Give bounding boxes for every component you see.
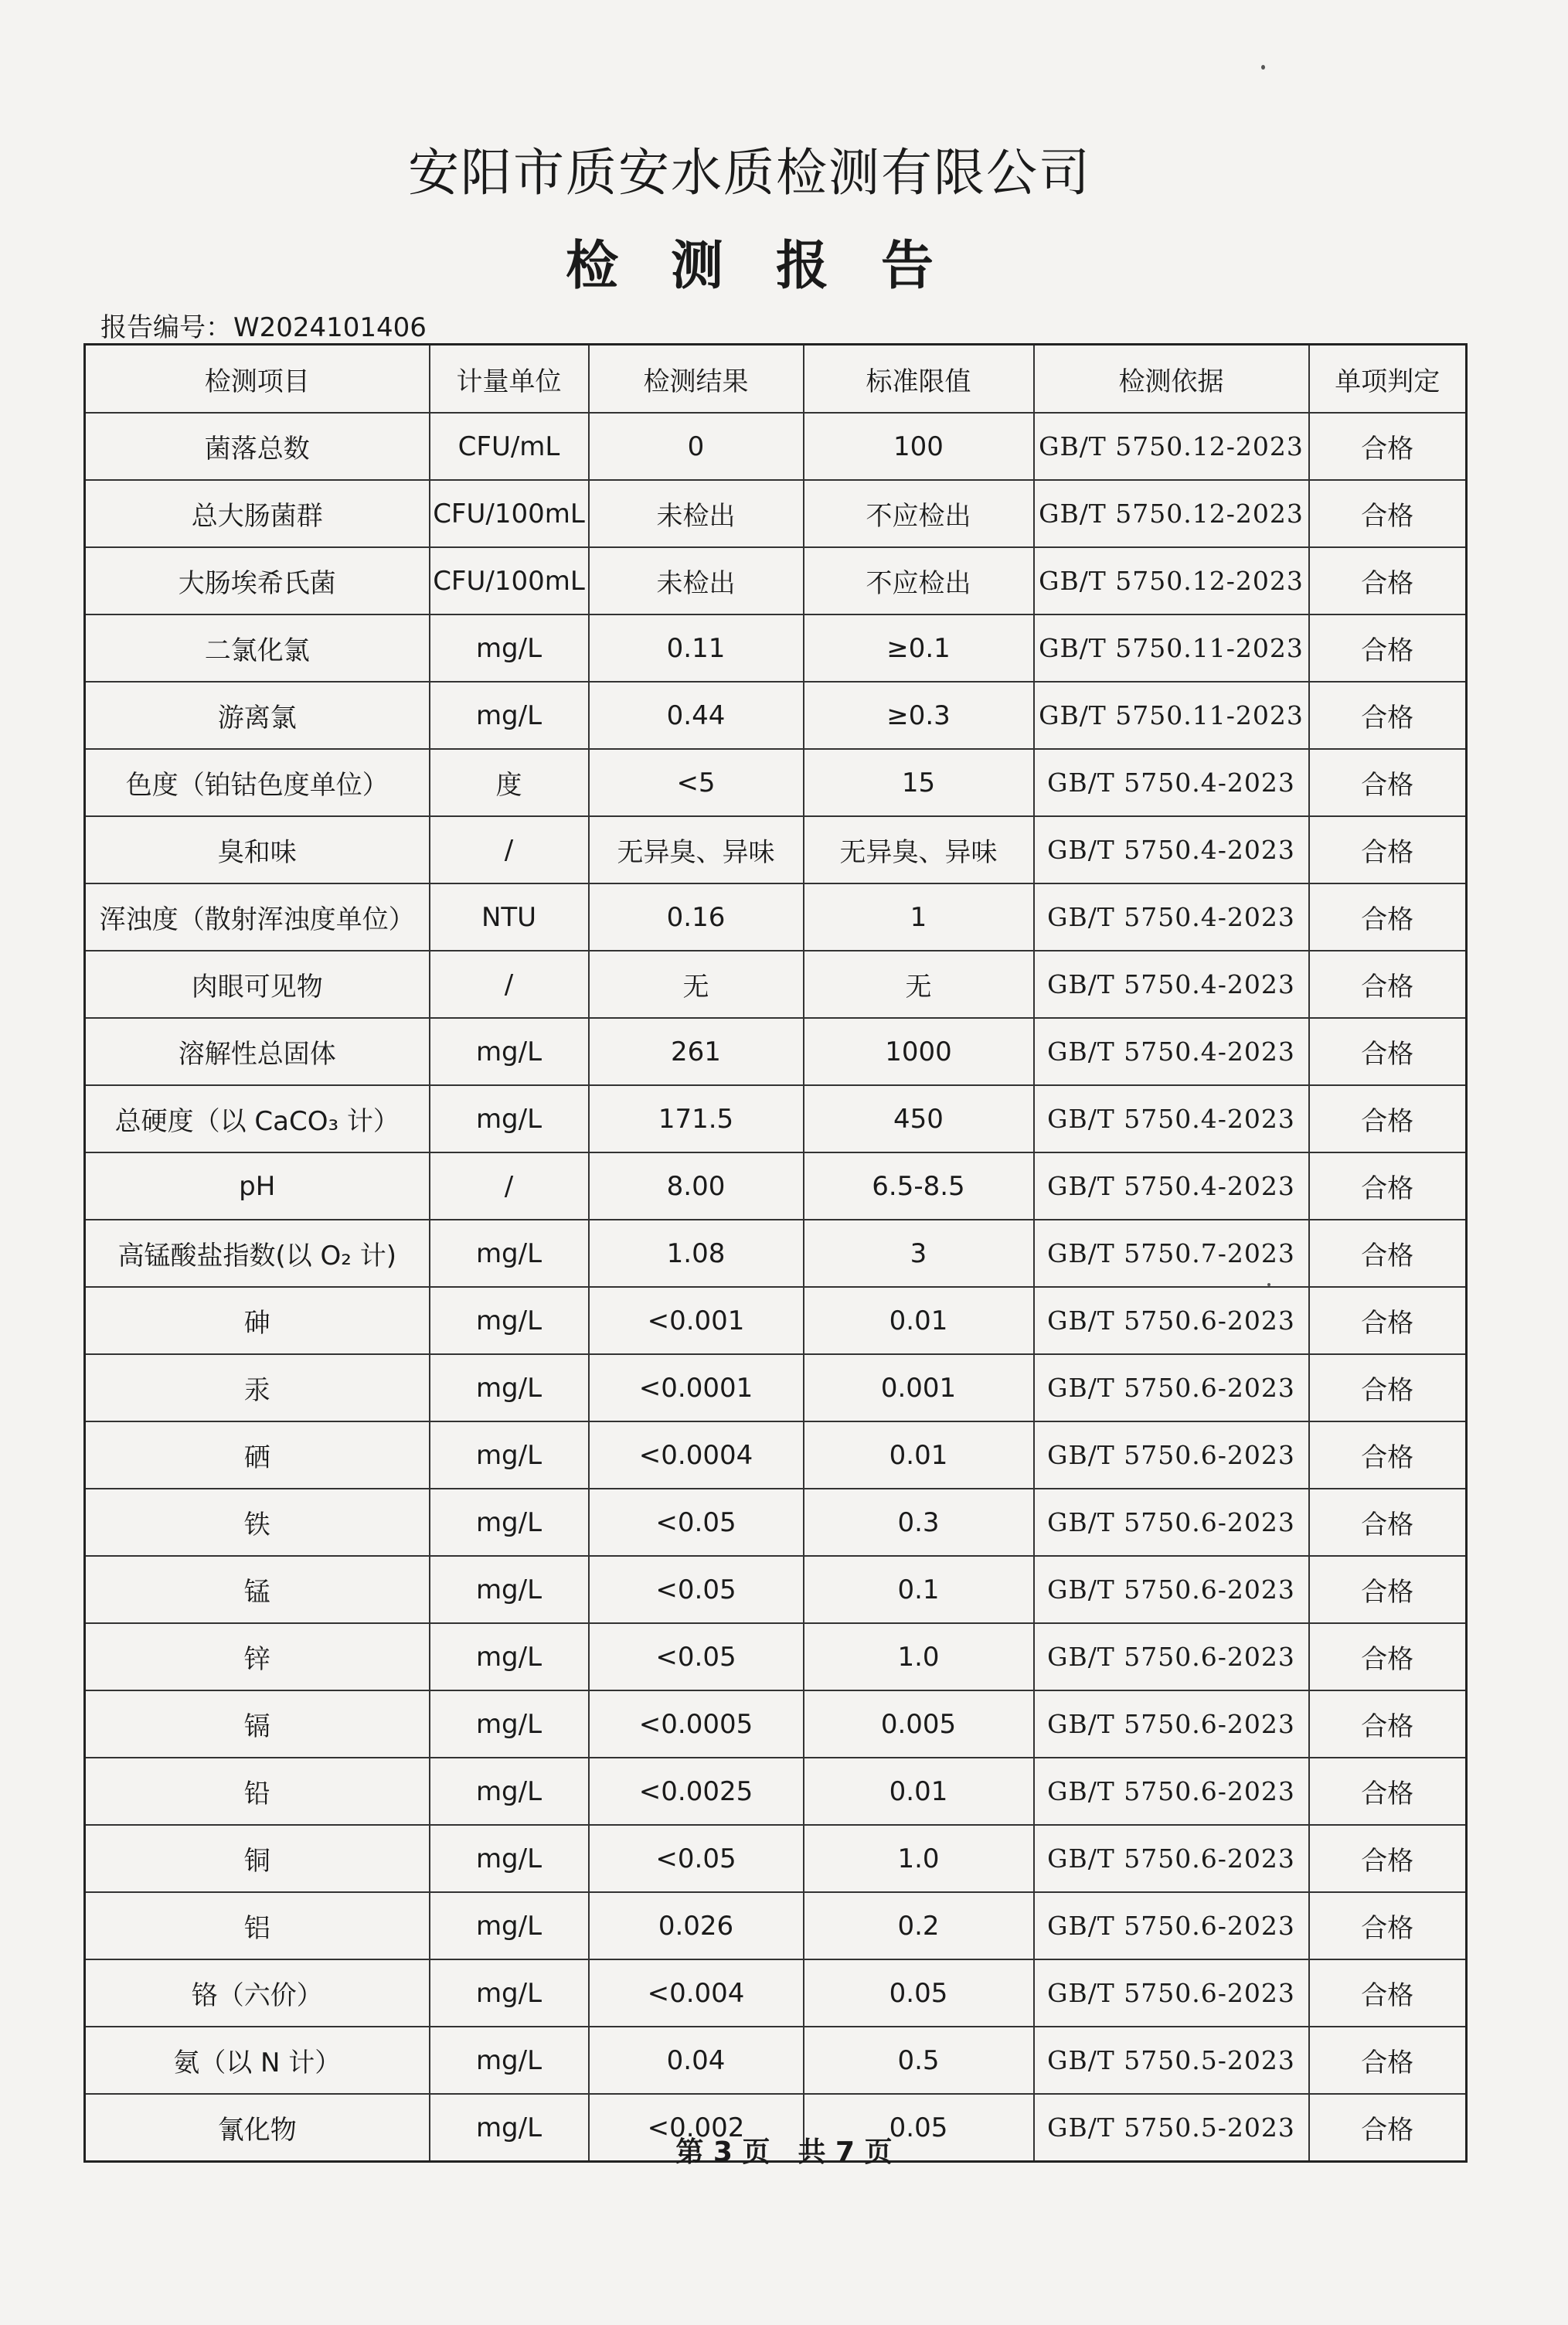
cell-item: 锰	[85, 1556, 430, 1623]
cell-result: <0.0005	[589, 1690, 804, 1758]
cell-unit: mg/L	[430, 1018, 589, 1085]
cell-item: 肉眼可见物	[85, 951, 430, 1018]
cell-verdict: 合格	[1309, 1959, 1467, 2027]
cell-limit: 6.5-8.5	[804, 1152, 1034, 1220]
cell-result: 未检出	[589, 480, 804, 547]
cell-verdict: 合格	[1309, 1085, 1467, 1152]
cell-method: GB/T 5750.6-2023	[1034, 1421, 1309, 1489]
scan-speck	[1261, 65, 1265, 70]
cell-limit: 1.0	[804, 1623, 1034, 1690]
cell-verdict: 合格	[1309, 1758, 1467, 1825]
cell-item: 游离氯	[85, 682, 430, 749]
cell-verdict: 合格	[1309, 682, 1467, 749]
cell-limit: 0.01	[804, 1758, 1034, 1825]
cell-unit: /	[430, 816, 589, 883]
cell-result: 未检出	[589, 547, 804, 614]
cell-unit: mg/L	[430, 1690, 589, 1758]
cell-result: <0.05	[589, 1556, 804, 1623]
cell-item: 总大肠菌群	[85, 480, 430, 547]
cell-unit: mg/L	[430, 1085, 589, 1152]
cell-method: GB/T 5750.7-2023	[1034, 1220, 1309, 1287]
report-number-label: 报告编号：	[100, 312, 232, 343]
cell-item: 浑浊度（散射浑浊度单位）	[85, 883, 430, 951]
cell-verdict: 合格	[1309, 2027, 1467, 2094]
cell-verdict: 合格	[1309, 413, 1467, 480]
cell-method: GB/T 5750.11-2023	[1034, 614, 1309, 682]
cell-item: 铅	[85, 1758, 430, 1825]
cell-method: GB/T 5750.5-2023	[1034, 2027, 1309, 2094]
cell-unit: CFU/100mL	[430, 480, 589, 547]
cell-method: GB/T 5750.4-2023	[1034, 1085, 1309, 1152]
table-row	[85, 614, 1467, 682]
cell-result: 0.026	[589, 1892, 804, 1959]
cell-item: 大肠埃希氏菌	[85, 547, 430, 614]
cell-method: GB/T 5750.12-2023	[1034, 547, 1309, 614]
cell-verdict: 合格	[1309, 883, 1467, 951]
cell-limit: 不应检出	[804, 480, 1034, 547]
cell-result: <0.05	[589, 1489, 804, 1556]
cell-item: 溶解性总固体	[85, 1018, 430, 1085]
cell-result: 171.5	[589, 1085, 804, 1152]
cell-verdict: 合格	[1309, 1825, 1467, 1892]
cell-item: 氰化物	[85, 2094, 430, 2162]
cell-unit: mg/L	[430, 2027, 589, 2094]
cell-method: GB/T 5750.12-2023	[1034, 413, 1309, 480]
table-row	[85, 1758, 1467, 1825]
column-header-limit: 标准限值	[804, 345, 1034, 414]
cell-verdict: 合格	[1309, 1892, 1467, 1959]
cell-limit: 0.3	[804, 1489, 1034, 1556]
cell-item: 铝	[85, 1892, 430, 1959]
cell-item: 高锰酸盐指数(以 O₂ 计)	[85, 1220, 430, 1287]
cell-item: 铜	[85, 1825, 430, 1892]
cell-result: <0.05	[589, 1825, 804, 1892]
cell-result: <0.05	[589, 1623, 804, 1690]
cell-limit: 0.01	[804, 1287, 1034, 1354]
cell-result: 0.04	[589, 2027, 804, 2094]
table-row	[85, 1018, 1467, 1085]
cell-verdict: 合格	[1309, 480, 1467, 547]
cell-limit: 不应检出	[804, 547, 1034, 614]
cell-result: 无异臭、异味	[589, 816, 804, 883]
cell-method: GB/T 5750.6-2023	[1034, 1489, 1309, 1556]
cell-result: 无	[589, 951, 804, 1018]
table-row	[85, 1825, 1467, 1892]
cell-item: 氨（以 N 计）	[85, 2027, 430, 2094]
cell-result: 8.00	[589, 1152, 804, 1220]
cell-verdict: 合格	[1309, 2094, 1467, 2162]
cell-limit: 1.0	[804, 1825, 1034, 1892]
test-results-table	[83, 343, 1468, 2163]
cell-verdict: 合格	[1309, 1220, 1467, 1287]
cell-verdict: 合格	[1309, 749, 1467, 816]
cell-limit: 0.05	[804, 2094, 1034, 2162]
cell-unit: mg/L	[430, 1287, 589, 1354]
cell-limit: ≥0.1	[804, 614, 1034, 682]
cell-item: pH	[85, 1152, 430, 1220]
cell-verdict: 合格	[1309, 1690, 1467, 1758]
cell-method: GB/T 5750.4-2023	[1034, 1152, 1309, 1220]
cell-verdict: 合格	[1309, 1623, 1467, 1690]
cell-method: GB/T 5750.6-2023	[1034, 1825, 1309, 1892]
column-header-unit: 计量单位	[430, 345, 589, 414]
cell-unit: CFU/mL	[430, 413, 589, 480]
table-body	[85, 413, 1467, 2162]
cell-verdict: 合格	[1309, 1489, 1467, 1556]
cell-method: GB/T 5750.6-2023	[1034, 1287, 1309, 1354]
cell-verdict: 合格	[1309, 816, 1467, 883]
cell-method: GB/T 5750.6-2023	[1034, 1354, 1309, 1421]
cell-unit: mg/L	[430, 1892, 589, 1959]
table-row	[85, 951, 1467, 1018]
cell-unit: mg/L	[430, 2094, 589, 2162]
cell-method: GB/T 5750.6-2023	[1034, 1623, 1309, 1690]
cell-unit: mg/L	[430, 1959, 589, 2027]
cell-unit: CFU/100mL	[430, 547, 589, 614]
table-row	[85, 1623, 1467, 1690]
cell-verdict: 合格	[1309, 1287, 1467, 1354]
cell-item: 汞	[85, 1354, 430, 1421]
cell-unit: NTU	[430, 883, 589, 951]
table-row	[85, 749, 1467, 816]
cell-result: 261	[589, 1018, 804, 1085]
table-row	[85, 2027, 1467, 2094]
cell-unit: mg/L	[430, 1758, 589, 1825]
cell-verdict: 合格	[1309, 1018, 1467, 1085]
cell-item: 色度（铂钴色度单位）	[85, 749, 430, 816]
cell-item: 砷	[85, 1287, 430, 1354]
report-number-value: W2024101406	[233, 312, 427, 343]
cell-result: <0.001	[589, 1287, 804, 1354]
table-row	[85, 547, 1467, 614]
cell-method: GB/T 5750.4-2023	[1034, 951, 1309, 1018]
table-row	[85, 1220, 1467, 1287]
table-row	[85, 1421, 1467, 1489]
cell-limit: 0.05	[804, 1959, 1034, 2027]
cell-limit: 0.005	[804, 1690, 1034, 1758]
cell-limit: 1000	[804, 1018, 1034, 1085]
cell-result: <0.004	[589, 1959, 804, 2027]
cell-result: <0.0025	[589, 1758, 804, 1825]
cell-unit: /	[430, 1152, 589, 1220]
cell-item: 镉	[85, 1690, 430, 1758]
cell-verdict: 合格	[1309, 614, 1467, 682]
cell-item: 硒	[85, 1421, 430, 1489]
table-header-row	[85, 345, 1467, 414]
cell-unit: mg/L	[430, 1623, 589, 1690]
column-header-verdict: 单项判定	[1309, 345, 1467, 414]
cell-limit: 0.2	[804, 1892, 1034, 1959]
cell-verdict: 合格	[1309, 1556, 1467, 1623]
cell-item: 菌落总数	[85, 413, 430, 480]
cell-method: GB/T 5750.6-2023	[1034, 1690, 1309, 1758]
cell-method: GB/T 5750.6-2023	[1034, 1556, 1309, 1623]
cell-result: <0.002	[589, 2094, 804, 2162]
cell-unit: mg/L	[430, 1220, 589, 1287]
cell-verdict: 合格	[1309, 1421, 1467, 1489]
table-row	[85, 1287, 1467, 1354]
cell-item: 铁	[85, 1489, 430, 1556]
cell-result: 1.08	[589, 1220, 804, 1287]
cell-limit: 无异臭、异味	[804, 816, 1034, 883]
cell-verdict: 合格	[1309, 951, 1467, 1018]
report-number	[99, 306, 427, 344]
column-header-item: 检测项目	[85, 345, 430, 414]
table-row	[85, 816, 1467, 883]
table-row	[85, 883, 1467, 951]
cell-unit: mg/L	[430, 682, 589, 749]
cell-unit: mg/L	[430, 1556, 589, 1623]
table-row	[85, 1959, 1467, 2027]
cell-item: 铬（六价）	[85, 1959, 430, 2027]
cell-unit: mg/L	[430, 1354, 589, 1421]
cell-unit: mg/L	[430, 1421, 589, 1489]
cell-limit: 0.01	[804, 1421, 1034, 1489]
cell-limit: 0.001	[804, 1354, 1034, 1421]
cell-unit: mg/L	[430, 1489, 589, 1556]
cell-limit: ≥0.3	[804, 682, 1034, 749]
cell-method: GB/T 5750.6-2023	[1034, 1758, 1309, 1825]
cell-limit: 1	[804, 883, 1034, 951]
cell-result: <5	[589, 749, 804, 816]
cell-item: 二氯化氯	[85, 614, 430, 682]
table-row	[85, 1085, 1467, 1152]
page-number: 第 3 页	[675, 2136, 770, 2168]
cell-limit: 450	[804, 1085, 1034, 1152]
column-header-method: 检测依据	[1034, 345, 1309, 414]
cell-unit: mg/L	[430, 1825, 589, 1892]
cell-method: GB/T 5750.12-2023	[1034, 480, 1309, 547]
table-row	[85, 1152, 1467, 1220]
cell-verdict: 合格	[1309, 547, 1467, 614]
table-row	[85, 480, 1467, 547]
cell-unit: /	[430, 951, 589, 1018]
page-footer	[0, 2130, 1568, 2170]
cell-result: <0.0001	[589, 1354, 804, 1421]
cell-result: 0.11	[589, 614, 804, 682]
document-title: 检测报告	[565, 236, 986, 297]
cell-unit: 度	[430, 749, 589, 816]
cell-result: 0.44	[589, 682, 804, 749]
cell-method: GB/T 5750.6-2023	[1034, 1892, 1309, 1959]
cell-item: 臭和味	[85, 816, 430, 883]
table-row	[85, 1892, 1467, 1959]
page-total: 共 7 页	[798, 2136, 893, 2168]
cell-verdict: 合格	[1309, 1354, 1467, 1421]
scan-speck	[1267, 1283, 1270, 1286]
cell-limit: 15	[804, 749, 1034, 816]
cell-result: 0	[589, 413, 804, 480]
cell-limit: 3	[804, 1220, 1034, 1287]
cell-result: <0.0004	[589, 1421, 804, 1489]
organization-name: 安阳市质安水质检测有限公司	[408, 143, 1091, 203]
cell-method: GB/T 5750.5-2023	[1034, 2094, 1309, 2162]
table-row	[85, 1690, 1467, 1758]
cell-method: GB/T 5750.4-2023	[1034, 749, 1309, 816]
cell-item: 总硬度（以 CaCO₃ 计）	[85, 1085, 430, 1152]
cell-method: GB/T 5750.6-2023	[1034, 1959, 1309, 2027]
cell-item: 锌	[85, 1623, 430, 1690]
cell-unit: mg/L	[430, 614, 589, 682]
cell-limit: 100	[804, 413, 1034, 480]
cell-result: 0.16	[589, 883, 804, 951]
table-row	[85, 413, 1467, 480]
cell-limit: 0.1	[804, 1556, 1034, 1623]
table-row	[85, 1354, 1467, 1421]
cell-method: GB/T 5750.4-2023	[1034, 816, 1309, 883]
cell-method: GB/T 5750.4-2023	[1034, 1018, 1309, 1085]
table-row	[85, 1489, 1467, 1556]
cell-limit: 0.5	[804, 2027, 1034, 2094]
cell-method: GB/T 5750.11-2023	[1034, 682, 1309, 749]
cell-method: GB/T 5750.4-2023	[1034, 883, 1309, 951]
table-row	[85, 682, 1467, 749]
cell-verdict: 合格	[1309, 1152, 1467, 1220]
column-header-result: 检测结果	[589, 345, 804, 414]
table-row	[85, 1556, 1467, 1623]
cell-limit: 无	[804, 951, 1034, 1018]
